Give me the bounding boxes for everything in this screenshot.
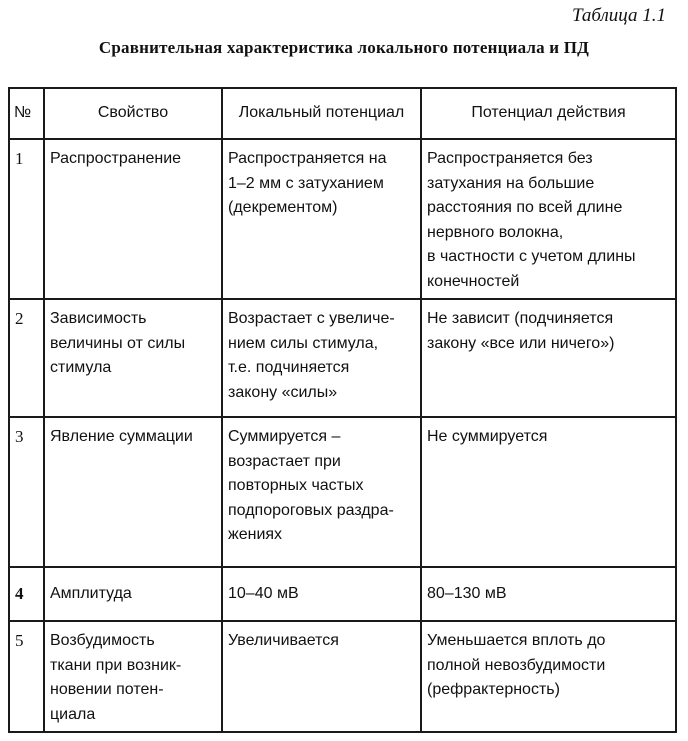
row-number: 3 bbox=[9, 417, 44, 567]
local-potential-cell: Возрастает с увеличе- нием силы стимула, т.е. подчиняется закону «силы» bbox=[222, 299, 421, 417]
property-cell: Распространение bbox=[44, 139, 222, 299]
row-number: 4 bbox=[9, 567, 44, 621]
row-number: 2 bbox=[9, 299, 44, 417]
action-potential-cell: Не зависит (подчиняется закону «все или ничего») bbox=[421, 299, 676, 417]
row-number: 1 bbox=[9, 139, 44, 299]
action-potential-cell: 80–130 мВ bbox=[421, 567, 676, 621]
table-row bbox=[9, 139, 676, 299]
table-row bbox=[9, 299, 676, 417]
local-potential-cell: Увеличивается bbox=[222, 621, 421, 732]
table-number: Таблица 1.1 bbox=[572, 5, 666, 26]
table-row bbox=[9, 417, 676, 567]
action-potential-cell: Не суммируется bbox=[421, 417, 676, 567]
action-potential-cell: Уменьшается вплоть до полной невозбудимости (рефрактерность) bbox=[421, 621, 676, 732]
comparison-table bbox=[8, 87, 677, 733]
header-local-potential: Локальный потенциал bbox=[222, 88, 421, 139]
header-property: Свойство bbox=[44, 88, 222, 139]
table-row bbox=[9, 567, 676, 621]
header-num: № bbox=[9, 88, 44, 139]
local-potential-cell: Распространяется на 1–2 мм с затуханием (декрементом) bbox=[222, 139, 421, 299]
property-cell: Явление суммации bbox=[44, 417, 222, 567]
header-action-potential: Потенциал действия bbox=[421, 88, 676, 139]
table-row bbox=[9, 621, 676, 732]
property-cell: Амплитуда bbox=[44, 567, 222, 621]
property-cell: Зависимость величины от силы стимула bbox=[44, 299, 222, 417]
table-title: Сравнительная характеристика локального потенциала и ПД bbox=[98, 38, 590, 57]
row-number: 5 bbox=[9, 621, 44, 732]
action-potential-cell: Распространяется без затухания на большие расстояния по всей длине нервного волокна, в частности с учетом длины конечностей bbox=[421, 139, 676, 299]
local-potential-cell: Суммируется – возрастает при повторных частых подпороговых раздра- жениях bbox=[222, 417, 421, 567]
property-cell: Возбудимость ткани при возник- новении потен- циала bbox=[44, 621, 222, 732]
table-header-row bbox=[9, 88, 676, 139]
local-potential-cell: 10–40 мВ bbox=[222, 567, 421, 621]
